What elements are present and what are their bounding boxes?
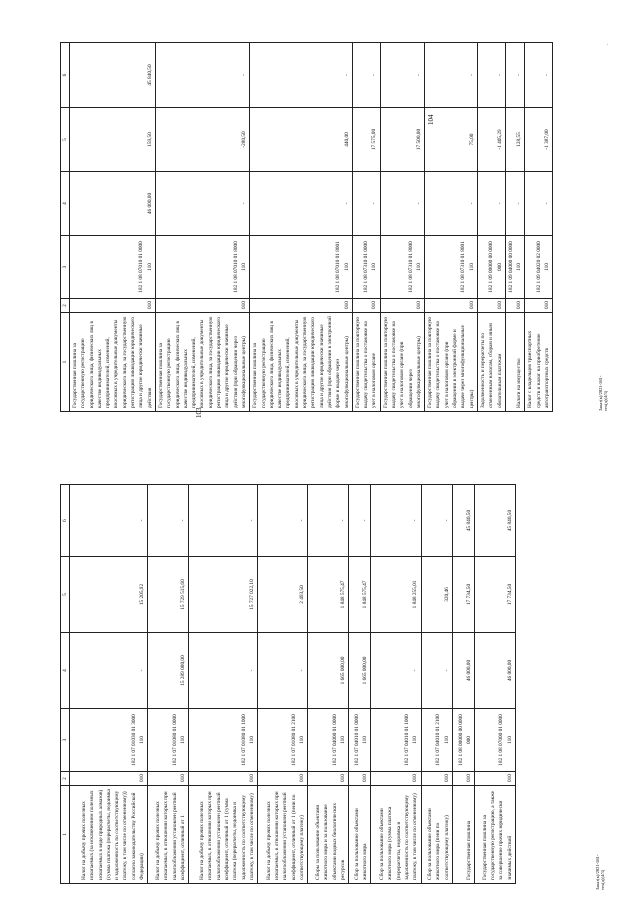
income-code: 182 1 07 04010 01 0000 110 [349,709,371,772]
unexecuted-amount: - [148,485,189,557]
row-name: Государственная пошлина за государственную регистрацию юридического лица, физических лиц в качестве индивидуальных предпринимателей, изменений, вносимых в учредительные документы юридического лица, за государственную регистрацию ликвидации юридического лица и другие юридически значимые действия (при обращении в электронной форме и выдаче через многофункциональные центры) [250,313,353,412]
row-name: Государственная пошлина за повторную выдачу свидетельства о постановке на учет в налоговом органе [352,313,380,412]
executed-amount: 17 500,00 [380,108,424,172]
column-number: 1 [61,313,70,412]
executed-amount: 15 727 022,10 [189,557,258,633]
table-row [452,485,474,884]
table-row [189,485,258,884]
approved-amount: - [258,633,308,709]
column-number-row [61,43,70,412]
table-row [70,485,148,884]
table-row [155,43,249,412]
revenue-table-left [60,484,516,884]
page-number-right: 104 [427,114,435,125]
income-code: 182 1 08 07310 01 8000 110 [380,236,424,299]
row-name: Налог на добычу прочих полезных ископаемых, в отношении которых при налогообложении установлен рентный коэффициент, отличный от 1 [148,786,189,884]
table-row [148,485,189,884]
income-code: 182 1 07 04000 01 0000 110 [308,709,349,772]
approved-amount: 1 665 000,00 [349,633,371,709]
income-code: 182 1 08 07310 01 0000 110 [352,236,380,299]
approved-amount: - [380,172,424,236]
column-number: 5 [61,557,70,633]
row-name: Налог на добычу прочих полезных ископаемых, в отношении которых при налогообложении установлен рентный коэффициент, отличный от 1 (сумма платежа (перерасчеты, недоимка и задолженность по соответствующему платежу, в том числе по отмененному) [189,786,258,884]
unexecuted-amount: - [189,485,258,557]
table-row [371,485,421,884]
income-code: 182 1 08 07000 01 0000 110 [475,709,516,772]
row-name: Государственная пошлина [452,786,474,884]
approved-amount: - [421,633,452,709]
unexecuted-amount: - [250,43,353,108]
column-number: 1 [61,786,70,884]
row-name: Сбор за пользование объектами животного мира [349,786,371,884]
row-name: Налог с владельцев транспортных средств и налог на приобретение автотранспортных средств [525,313,553,412]
approved-amount: - [70,633,148,709]
table-row [308,485,349,884]
executed-amount: 17 734,50 [452,557,474,633]
income-code: 182 1 08 07310 01 8001 110 [425,236,478,299]
income-code: 182 1 08 07010 01 8000 110 [155,236,249,299]
unexecuted-amount: - [525,43,553,108]
column-number: 5 [61,108,70,172]
executed-amount: 17 575,00 [352,108,380,172]
page-number-left: 103 [195,407,203,418]
line-code: 010 [525,299,553,313]
line-code: 010 [308,772,349,786]
approved-amount: - [505,172,525,236]
executed-amount: 75,00 [425,108,478,172]
column-number-row [61,485,70,884]
line-code: 010 [380,299,424,313]
line-code: 010 [505,299,525,313]
line-code: 010 [70,299,156,313]
unexecuted-amount: 45 840,50 [452,485,474,557]
table-row [475,485,516,884]
line-code: 010 [475,772,516,786]
revenue-table-right [60,42,553,412]
approved-amount: - [371,633,421,709]
unexecuted-amount: - [505,43,525,108]
approved-amount: 46 000,00 [452,633,474,709]
table-row [380,43,424,412]
row-name: Государственная пошлина за государственную регистрацию юридического лица, физических лиц в качестве индивидуальных предпринимателей, изменений, вносимых в учредительные документы юридического лица, за государственную регистрацию ликвидации юридического лица и другие юридически значимые действия (при обращении через многофункциональные центры) [155,313,249,412]
executed-amount: -280,50 [155,108,249,172]
column-number: 3 [61,236,70,299]
executed-amount: 320,46 [421,557,452,633]
approved-amount: - [352,172,380,236]
income-code: 182 1 07 01080 01 2100 110 [258,709,308,772]
approved-amount: - [189,633,258,709]
table-row [70,43,156,412]
corner-mark: ‧ [607,43,609,48]
row-name: Налог на добычу прочих полезных ископаемых (за исключением полезных ископаемых в виде природных алмазов) (сумма платежа (перерасчеты, недоимка и задолженность по соответствующему платежу, в том числе по отмененному)) согласно законодательству Российской Федерации) [70,786,148,884]
unexecuted-amount: - [421,485,452,557]
income-code: 182 1 08 07010 01 8001 110 [250,236,353,299]
executed-amount: 440,00 [250,108,353,172]
executed-amount: 1 848 255,01 [371,557,421,633]
income-code: 182 1 07 04010 01 1000 110 [371,709,421,772]
table-page-103 [60,484,516,884]
line-code: 010 [477,299,505,313]
approved-amount: - [477,172,505,236]
column-number: 4 [61,172,70,236]
line-code: 010 [349,772,371,786]
approved-amount: - [250,172,353,236]
unexecuted-amount: - [380,43,424,108]
approved-amount: - [425,172,478,236]
row-name: Государственная пошлина за государственную регистрацию юридического лица, физических лиц в качестве индивидуальных предпринимателей, изменений, вносимых в учредительные документы юридического лица, за государственную регистрацию ликвидации юридического лица и другие юридически значимые действия [70,313,156,412]
line-code: 010 [155,299,249,313]
line-code: 010 [250,299,353,313]
unexecuted-amount: - [258,485,308,557]
table-row [525,43,553,412]
unexecuted-amount: - [425,43,478,108]
table-row [352,43,380,412]
footer-left: Заказ(к)/2021-581-тех(д)(4/3) [595,854,605,890]
unexecuted-amount: 45 840,50 [475,485,516,557]
executed-amount: 15 729 515,60 [148,557,189,633]
column-number: 3 [61,709,70,772]
column-number: 2 [61,772,70,786]
table-row [421,485,452,884]
income-code: 182 1 09 00000 00 0000 000 [477,236,505,299]
row-name: Сборы за пользование объектами животного мира и за пользование объектами водных биологических ресурсов [308,786,349,884]
table-row [505,43,525,412]
executed-amount: 17 734,50 [475,557,516,633]
table-row [250,43,353,412]
row-name: Сбор за пользование объектами животного мира (сумма платежа (перерасчеты, недоимка и задолженность по соответствующему платежу, в том числе по отмененному) [371,786,421,884]
table-row [349,485,371,884]
footer-right: Заказ(к)/2021-581-тех(д)(4/3) [598,375,608,411]
row-name: Государственная пошлина за повторную выдачу свидетельства о постановке на учет в налоговом органе (при обращении в электронной форме и выдаче через многофункциональные центры) [425,313,478,412]
unexecuted-amount: - [349,485,371,557]
table-row [425,43,478,412]
table-page-104 [60,42,553,412]
column-number: 4 [61,633,70,709]
unexecuted-amount: - [308,485,349,557]
income-code: 182 1 09 04020 02 0000 110 [525,236,553,299]
line-code: 010 [452,772,474,786]
table-row [477,43,505,412]
executed-amount: 1 848 575,47 [308,557,349,633]
approved-amount: 46 000,00 [70,172,156,236]
line-code: 010 [371,772,421,786]
approved-amount: 46 000,00 [475,633,516,709]
executed-amount: 128,55 [505,108,525,172]
approved-amount: 1 665 000,00 [308,633,349,709]
line-code: 010 [352,299,380,313]
executed-amount: -1 387,00 [525,108,553,172]
income-code: 182 1 08 07010 01 0000 110 [70,236,156,299]
executed-amount: -1 405,29 [477,108,505,172]
line-code: 010 [421,772,452,786]
row-name: Задолженность и перерасчеты по отмененным налогам, сборам и иным обязательным платежам [477,313,505,412]
income-code: 182 1 07 01080 01 0000 110 [148,709,189,772]
unexecuted-amount: - [70,485,148,557]
approved-amount: - [155,172,249,236]
income-code: 182 1 09 04000 00 0000 110 [505,236,525,299]
approved-amount: - [525,172,553,236]
approved-amount: 15 289 000,00 [148,633,189,709]
income-code: 182 1 07 04010 01 2100 110 [421,709,452,772]
unexecuted-amount: - [352,43,380,108]
unexecuted-amount: - [371,485,421,557]
table-row [258,485,308,884]
column-number: 6 [61,485,70,557]
executed-amount: 2 493,50 [258,557,308,633]
row-name: Налог на добычу прочих полезных ископаемых, в отношении которых при налогообложении установлен рентный коэффициент, отличный от 1 (пени по соответствующему платежу) [258,786,308,884]
row-name: Государственная пошлина за государственную регистрацию, а также за совершение прочих юридически значимых действий [475,786,516,884]
column-number: 2 [61,299,70,313]
income-code: 182 1 07 01030 01 3000 110 [70,709,148,772]
executed-amount: 1 848 575,47 [349,557,371,633]
row-name: Государственная пошлина за повторную выдачу свидетельства о постановке на учет в налоговом органе (при обращении через многофункциональные центры) [380,313,424,412]
row-name: Налоги на имущество [505,313,525,412]
unexecuted-amount: 45 840,50 [70,43,156,108]
income-code: 182 1 08 00000 00 0000 000 [452,709,474,772]
line-code: 010 [189,772,258,786]
line-code: 010 [70,772,148,786]
row-name: Сбор за пользование объектами животного мира (пени по соответствующему платежу) [421,786,452,884]
line-code: 010 [148,772,189,786]
executed-amount: 159,50 [70,108,156,172]
line-code: 010 [258,772,308,786]
column-number: 6 [61,43,70,108]
unexecuted-amount: - [155,43,249,108]
line-code: 010 [425,299,478,313]
executed-amount: 15 205,92 [70,557,148,633]
income-code: 182 1 07 01080 01 1000 110 [189,709,258,772]
unexecuted-amount: - [477,43,505,108]
